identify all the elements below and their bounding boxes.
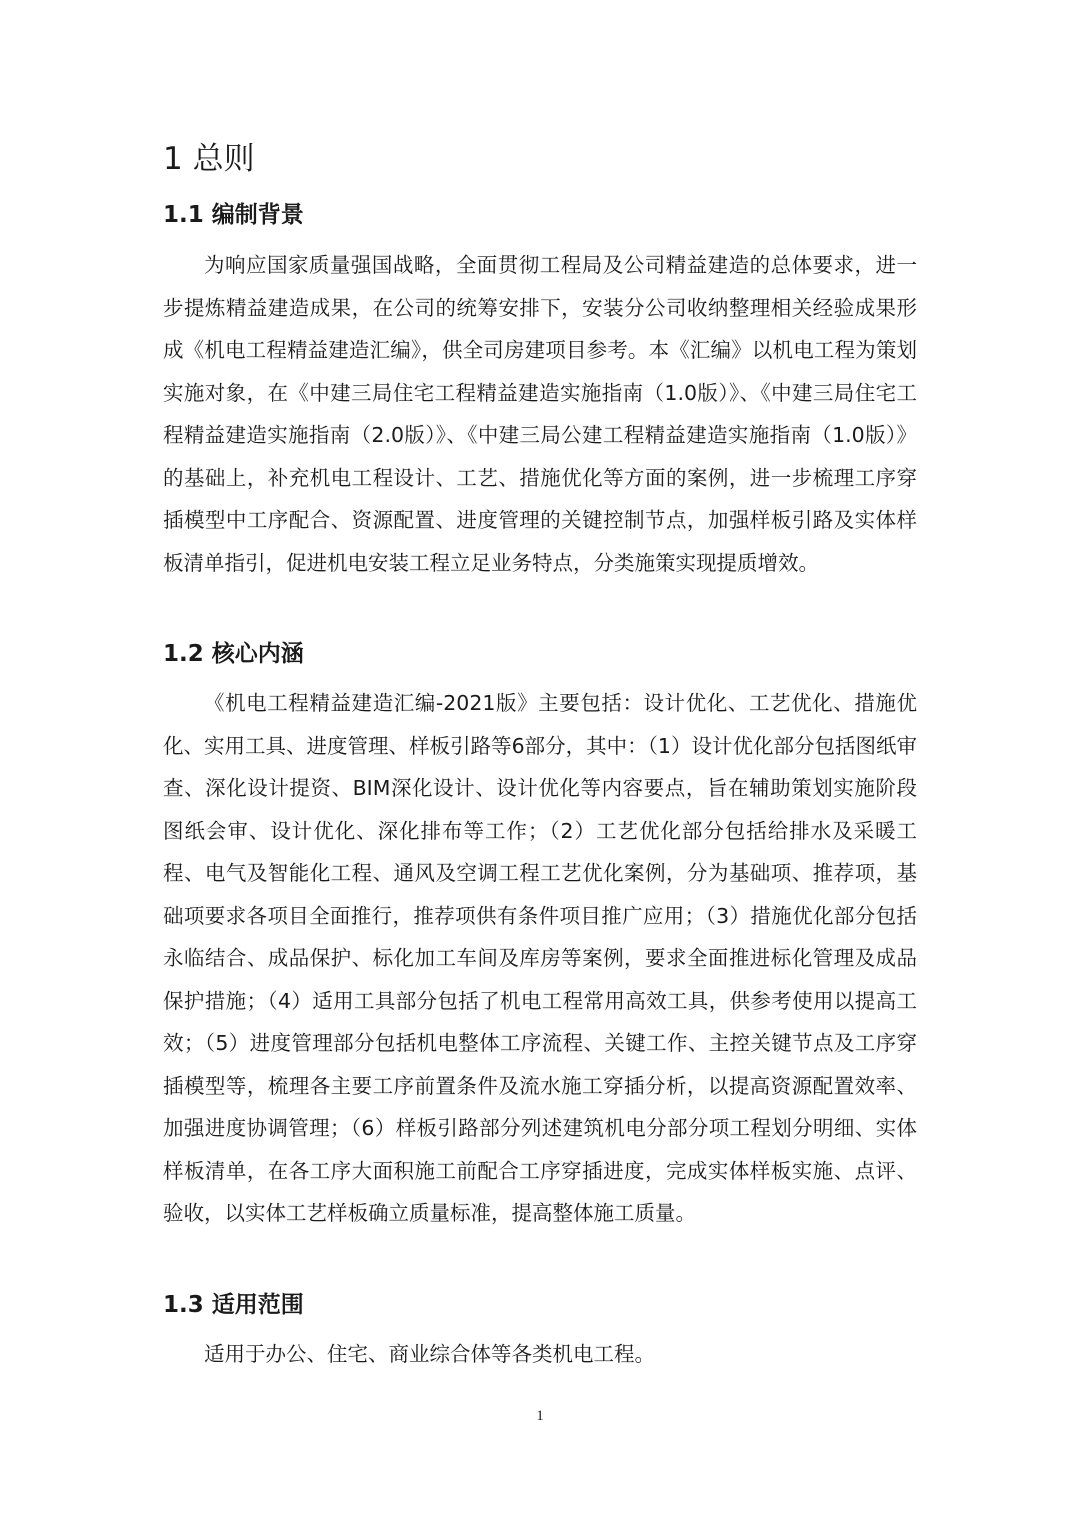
section-paragraph-scope: 适用于办公、住宅、商业综合体等各类机电工程。 (204, 1342, 655, 1366)
page-number: 1 (536, 1408, 544, 1424)
section-paragraph-background: 为响应国家质量强国战略，全面贯彻工程局及公司精益建造的总体要求，进一步提炼精益建造成果，在公司的统筹安排下，安装分公司收纳整理相关经验成果形成《机电工程精益建造汇编》，供全司房建项目参考。本《汇编》以机电工程为策划实施对象，在《中建三局住宅工程精益建造实施指南（1.0版）》、《中建三局住宅工程精益建造实施指南（2.0版）》、《中建三局公建工程精益建造实施指南（1.0版）》的基础上，补充机电工程设计、工艺、措施优化等方面的案例，进一步梳理工序穿插模型中工序配合、资源配置、进度管理的关键控制节点，加强样板引路及实体样板清单指引，促进机电安装工程立足业务特点，分类施策实现提质增效。 (163, 253, 917, 575)
section-heading-scope: 1.3 适用范围 (163, 1292, 304, 1318)
section-paragraph-core-content: 《机电工程精益建造汇编-2021版》主要包括：设计优化、工艺优化、措施优化、实用工具、进度管理、样板引路等6部分，其中：（1）设计优化部分包括图纸审查、深化设计提资、BIM深化设计、设计优化等内容要点，旨在辅助策划实施阶段图纸会审、设计优化、深化排布等工作；（2）工艺优化部分包括给排水及采暖工程、电气及智能化工程、通风及空调工程工艺优化案例，分为基础项、推荐项，基础项要求各项目全面推行，推荐项供有条件项目推广应用；（3）措施优化部分包括永临结合、成品保护、标化加工车间及库房等案例，要求全面推进标化管理及成品保护措施；（4）适用工具部分包括了机电工程常用高效工具，供参考使用以提高工效；（5）进度管理部分包括机电整体工序流程、关键工作、主控关键节点及工序穿插模型等，梳理各主要工序前置条件及流水施工穿插分析，以提高资源配置效率、加强进度协调管理；（6）样板引路部分列述建筑机电分部分项工程划分明细、实体样板清单，在各工序大面积施工前配合工序穿插进度，完成实体样板实施、点评、验收，以实体工艺样板确立质量标准，提高整体施工质量。 (163, 691, 917, 1225)
section-heading-background: 1.1 编制背景 (163, 202, 304, 228)
chapter-title: 1 总则 (163, 141, 255, 177)
section-heading-core-content: 1.2 核心内涵 (163, 641, 304, 667)
